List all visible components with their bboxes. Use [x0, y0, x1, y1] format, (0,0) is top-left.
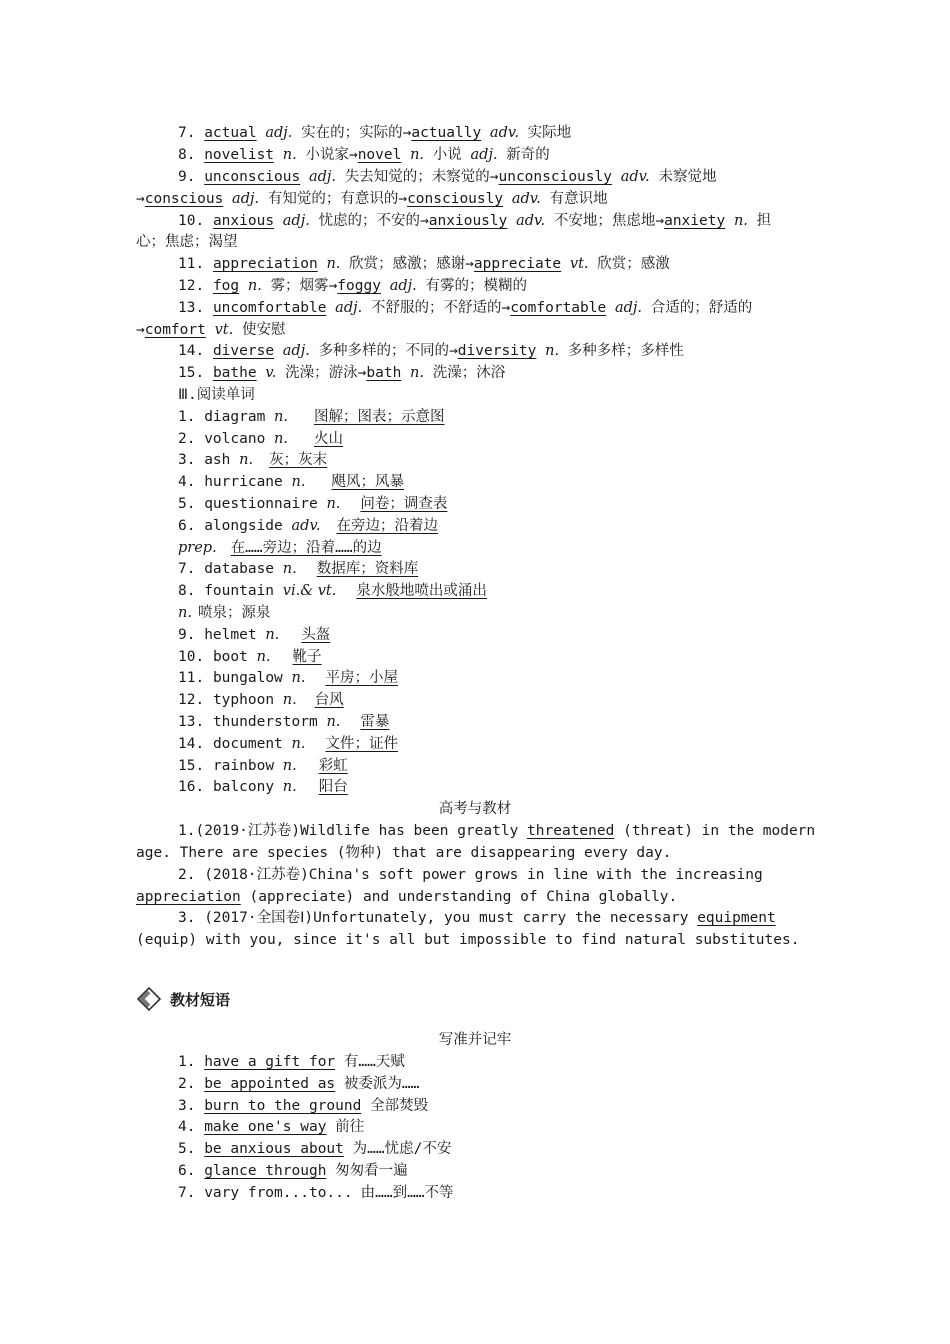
vocab-line: 10. anxious adj. 忧虑的；不安的→anxiously adv. 不安地；焦虑地→anxiety n. 担: [178, 213, 772, 229]
section-title-reading-words: Ⅲ.阅读单词: [178, 387, 255, 403]
exam-item-cont: age. There are species (物种) that are disappearing every day.: [136, 845, 672, 861]
reading-word-item: 12. typhoon n. 台风: [178, 692, 344, 708]
reading-word-item-cont: n. 喷泉；源泉: [178, 605, 271, 621]
reading-word-item-cont: prep. 在……旁边；沿着……的边: [178, 540, 382, 556]
phrase-item: 3. burn to the ground 全部焚毁: [178, 1098, 429, 1114]
exam-item: 1.(2019·江苏卷)Wildlife has been greatly threatened (threat) in the modern: [178, 823, 816, 839]
reading-word-item: 3. ash n. 灰；灰末: [178, 452, 328, 468]
exam-item: 3. (2017·全国卷Ⅰ)Unfortunately, you must carry the necessary equipment: [178, 910, 776, 926]
reading-word-item: 1. diagram n. 图解；图表；示意图: [178, 409, 445, 425]
vocab-line: 15. bathe v. 洗澡；游泳→bath n. 洗澡；沐浴: [178, 365, 506, 381]
reading-word-item: 4. hurricane n. 飓风；风暴: [178, 474, 404, 490]
vocab-line-cont: →conscious adj. 有知觉的；有意识的→consciously adv. 有意识地: [136, 191, 608, 207]
reading-word-item: 16. balcony n. 阳台: [178, 779, 348, 795]
phrase-item: 1. have a gift for 有……天赋: [178, 1054, 405, 1070]
reading-word-item: 8. fountain vi.& vt. 泉水般地喷出或涌出: [178, 583, 487, 599]
reading-word-item: 2. volcano n. 火山: [178, 431, 343, 447]
vocab-line-cont: 心；焦虑；渴望: [136, 234, 238, 250]
exam-item-cont: (equip) with you, since it's all but impossible to find natural substitutes.: [136, 932, 800, 948]
reading-word-item: 10. boot n. 靴子: [178, 649, 322, 665]
vocab-line: 12. fog n. 雾；烟雾→foggy adj. 有雾的；模糊的: [178, 278, 527, 294]
vocab-line-cont: →comfort vt. 使安慰: [136, 322, 286, 338]
phrase-item: 2. be appointed as 被委派为……: [178, 1076, 420, 1092]
reading-word-item: 5. questionnaire n. 问卷；调查表: [178, 496, 448, 512]
exam-title: 高考与教材: [438, 801, 512, 817]
phrases-title: 写准并记牢: [438, 1032, 512, 1048]
phrase-item: 4. make one's way 前往: [178, 1119, 365, 1135]
reading-word-item: 9. helmet n. 头盔: [178, 627, 331, 643]
reading-word-item: 6. alongside adv. 在旁边；沿着边: [178, 518, 439, 534]
vocab-line: 13. uncomfortable adj. 不舒服的；不舒适的→comfortable adj. 合适的；舒适的: [178, 300, 753, 316]
vocab-line: 14. diverse adj. 多种多样的；不同的→diversity n. 多种多样；多样性: [178, 343, 684, 359]
reading-word-item: 7. database n. 数据库；资料库: [178, 561, 419, 577]
phrase-item: 7. vary from...to... 由……到……不等: [178, 1185, 454, 1201]
exam-item-cont: appreciation (appreciate) and understanding of China globally.: [136, 889, 678, 905]
vocab-line: 8. novelist n. 小说家→novel n. 小说 adj. 新奇的: [178, 147, 550, 163]
vocab-line: 11. appreciation n. 欣赏；感激；感谢→appreciate vt. 欣赏；感激: [178, 256, 670, 272]
phrase-item: 6. glance through 匆匆看一遍: [178, 1163, 408, 1179]
reading-word-item: 13. thunderstorm n. 雷暴: [178, 714, 390, 730]
chevron-diamond-icon: [136, 986, 162, 1012]
phrase-item: 5. be anxious about 为……忧虑/不安: [178, 1141, 452, 1157]
reading-word-item: 15. rainbow n. 彩虹: [178, 758, 348, 774]
reading-word-item: 11. bungalow n. 平房；小屋: [178, 670, 398, 686]
vocab-line: 9. unconscious adj. 失去知觉的；未察觉的→unconsciously adv. 未察觉地: [178, 169, 717, 185]
reading-word-item: 14. document n. 文件；证件: [178, 736, 398, 752]
vocab-line: 7. actual adj. 实在的；实际的→actually adv. 实际地: [178, 125, 572, 141]
section-heading: 教材短语: [136, 984, 230, 1014]
exam-item: 2. (2018·江苏卷)China's soft power grows in line with the increasing: [178, 867, 763, 883]
